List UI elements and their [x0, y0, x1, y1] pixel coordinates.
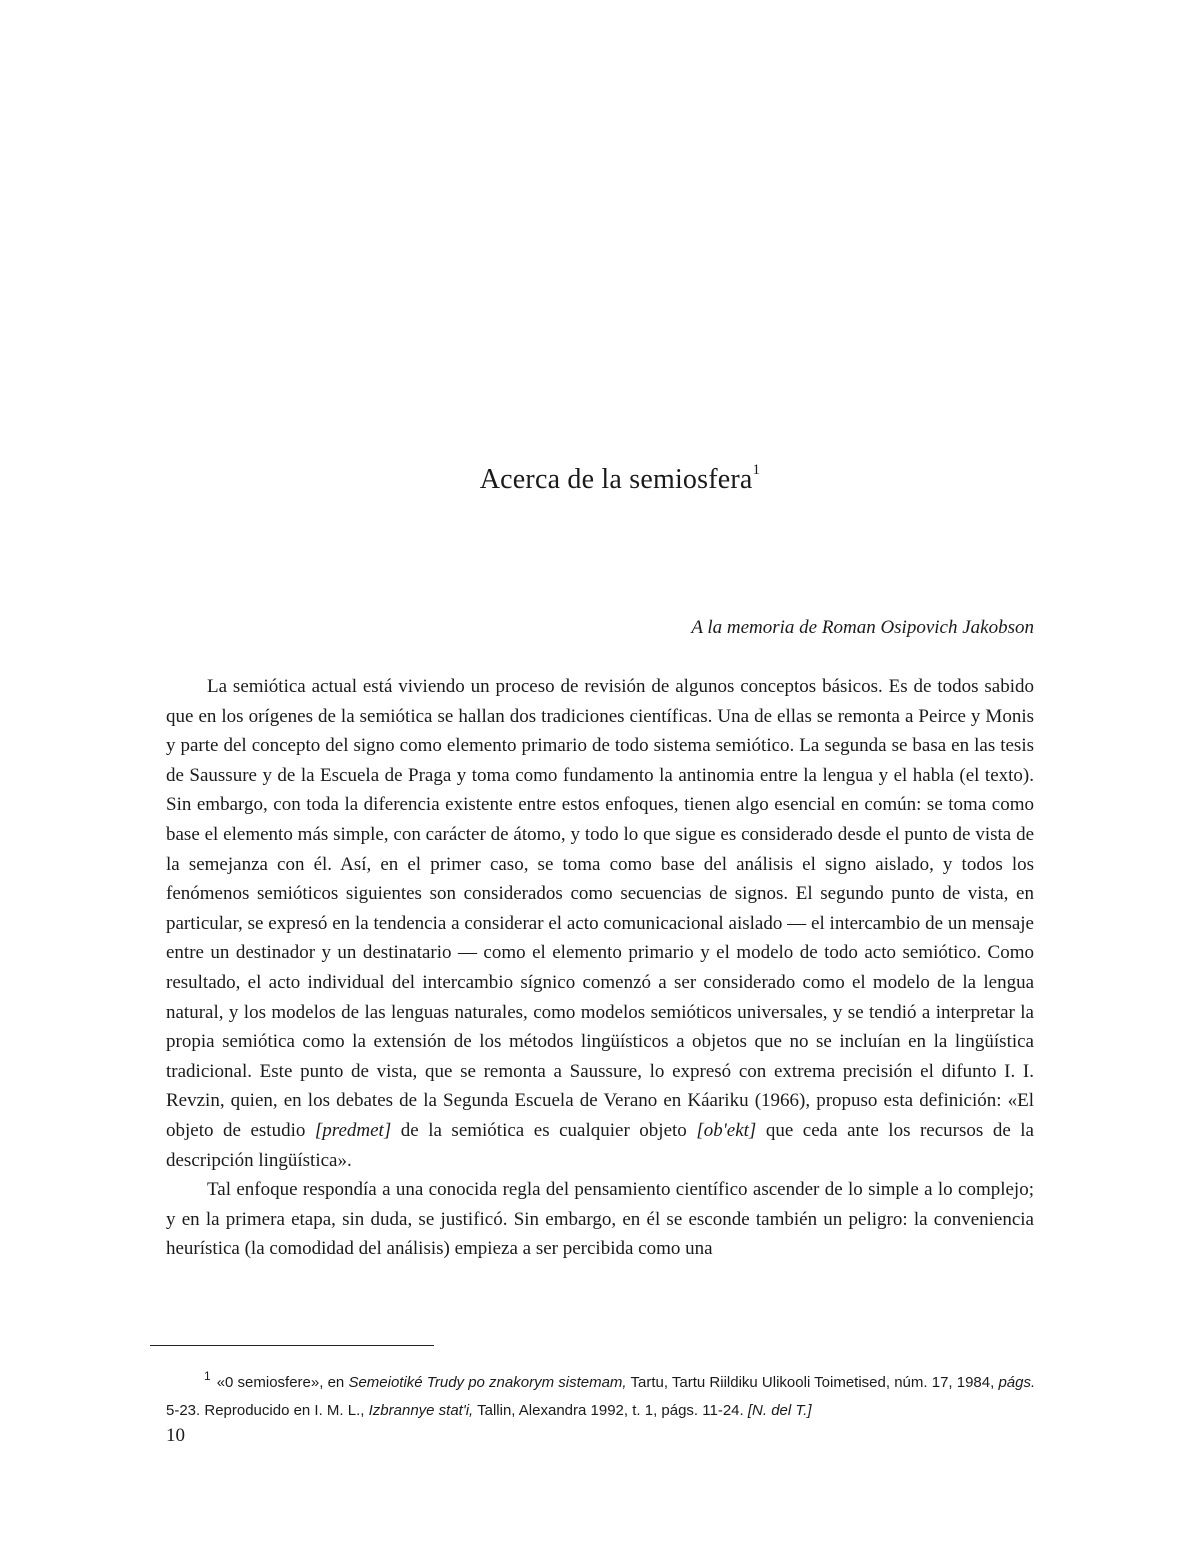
title-footnote-mark[interactable]: 1: [752, 462, 761, 478]
footnote: [166, 1362, 1036, 1425]
paragraph-2: Tal enfoque respondía a una conocida regla del pensamiento científico ascender de lo simple a lo complejo; y en la primera etapa, sin duda, se justificó. Sin embargo, en él se esconde también un peligro: la conveniencia heurística (la comodidad del análisis) empieza a ser percibida como una: [166, 1179, 1034, 1260]
footnote-text-c: 5-23. Reproducido en I. M. L.,: [166, 1402, 369, 1419]
footnote-source-2: Izbrannye stat'i,: [368, 1402, 474, 1419]
footnote-divider: [150, 1345, 434, 1346]
footnote-source-1: Semeiotiké Trudy po znakorym sistemam,: [348, 1374, 627, 1391]
footnote-mark: 1: [204, 1369, 211, 1383]
translator-note: [N. del T.]: [747, 1402, 812, 1419]
paragraph-1-text-a: La semiótica actual está viviendo un proceso de revisión de algunos conceptos básicos. Es de todos sabido que en los orígenes de la semiótica se hallan dos tradiciones científicas. Una de ellas se remonta a Peirce y Monis y parte del concepto del signo como elemento primario de todo sistema semiótico. La segunda se basa en las tesis de Saussure y de la Escuela de Praga y toma como fundamento la antinomia entre la lengua y el habla (el texto). Sin embargo, con toda la diferencia existente entre estos enfoques, tienen algo esencial en común: se toma como base el elemento más simple, con carácter de átomo, y todo lo que sigue es considerado desde el punto de vista de la semejanza con él. Así, en el primer caso, se toma como base del análisis el signo aislado, y todos los fenómenos semióticos siguientes son considerados como secuencias de signos. El segundo punto de vista, en particular, se expresó en la tendencia a considerar el acto comunicacional aislado — el intercambio de un mensaje entre un destinador y un destinatario — como el elemento primario y el modelo de todo acto semiótico. Como resultado, el acto individual del intercambio sígnico comenzó a ser considerado como el modelo de la lengua natural, y los modelos de las lenguas naturales, como modelos semióticos universales, y se tendió a interpretar la propia semiótica como la extensión de los métodos lingüísticos a objetos que no se incluían en la lingüística tradicional. Este punto de vista, que se remonta a Saussure, lo expresó con extrema precisión el difunto I. I. Revzin, quien, en los debates de la Segunda Escuela de Verano en Káariku (1966), propuso esta definición: «El objeto de estudio: [166, 676, 1034, 1141]
page-number: 10: [166, 1425, 185, 1446]
footnote-text-b: Tartu, Tartu Riildiku Ulikooli Toimetised, núm. 17, 1984,: [626, 1374, 999, 1391]
body-text: [166, 672, 1034, 1264]
paragraph-1-text-c: que ceda ante los recursos de la descripción lingüística».: [166, 1119, 1034, 1171]
footnote-text-a: «0 semiosfere», en: [216, 1374, 349, 1391]
chapter-title: [0, 462, 1200, 496]
paragraph-1: [166, 672, 1034, 1175]
footnote-text-d: Tallin, Alexandra 1992, t. 1, págs. 11-24.: [473, 1402, 748, 1419]
paragraph-1-text-b: de la semiótica es cualquier objeto: [391, 1119, 697, 1141]
chapter-title-text: Acerca de la semiosfera: [479, 464, 753, 495]
dedication: A la memoria de Roman Osipovich Jakobson: [691, 617, 1034, 638]
term-obekt: [ob'ekt]: [696, 1119, 757, 1141]
term-predmet: [predmet]: [314, 1119, 392, 1141]
footnote-pags: págs.: [998, 1374, 1036, 1391]
